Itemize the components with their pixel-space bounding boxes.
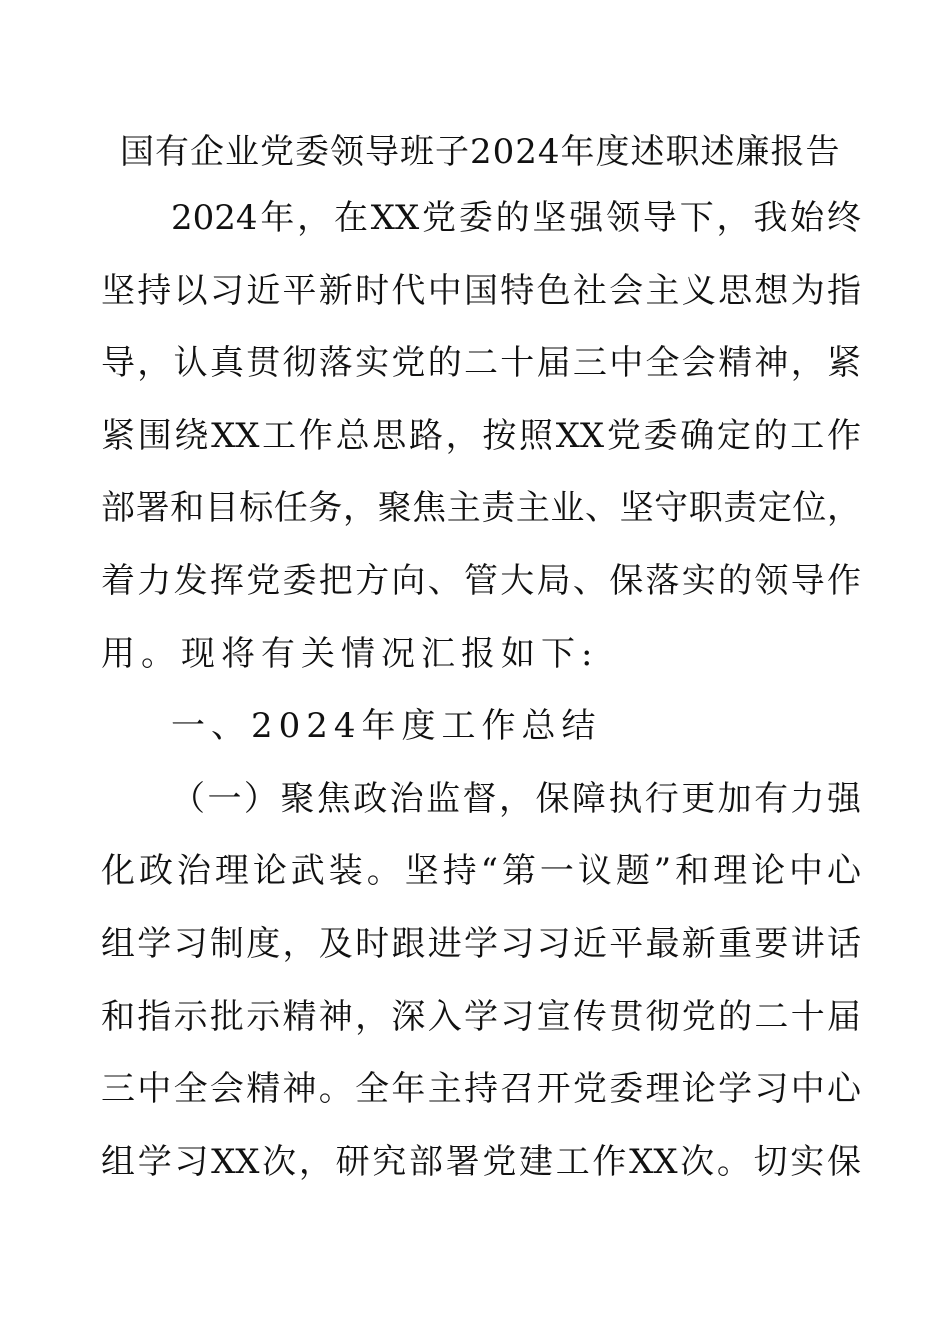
paragraph-line: 部署和目标任务，聚焦主责主业、坚守职责定位， — [101, 488, 861, 529]
paragraph-line: 化政治理论武装。坚持“第一议题”和理论中心 — [101, 851, 861, 892]
paragraph-line: 和指示批示精神，深入学习宣传贯彻党的二十届 — [101, 996, 861, 1037]
paragraph-line: 导，认真贯彻落实党的二十届三中全会精神，紧 — [101, 343, 861, 384]
paragraph-line: 着力发挥党委把方向、管大局、保落实的领导作 — [101, 560, 861, 601]
document-title: 国有企业党委领导班子2024年度述职述廉报告 — [120, 132, 841, 172]
paragraph-line: 三中全会精神。全年主持召开党委理论学习中心 — [101, 1069, 861, 1110]
paragraph-line: 2024年，在XX党委的坚强领导下，我始终 — [171, 198, 861, 238]
document-body — [101, 182, 861, 1198]
subsection-heading-line: （一）聚焦政治监督，保障执行更加有力强 — [171, 778, 861, 819]
paragraph-line: 紧围绕XX工作总思路，按照XX党委确定的工作 — [101, 415, 861, 456]
paragraph-line: 组学习制度，及时跟进学习习近平最新重要讲话 — [101, 923, 861, 964]
paragraph-line: 坚持以习近平新时代中国特色社会主义思想为指 — [101, 270, 861, 311]
paragraph-line: 用。现将有关情况汇报如下: — [101, 633, 599, 674]
section-heading: 一、2024年度工作总结 — [171, 706, 602, 747]
paragraph-line: 组学习XX次，研究部署党建工作XX次。切实保 — [101, 1141, 861, 1182]
